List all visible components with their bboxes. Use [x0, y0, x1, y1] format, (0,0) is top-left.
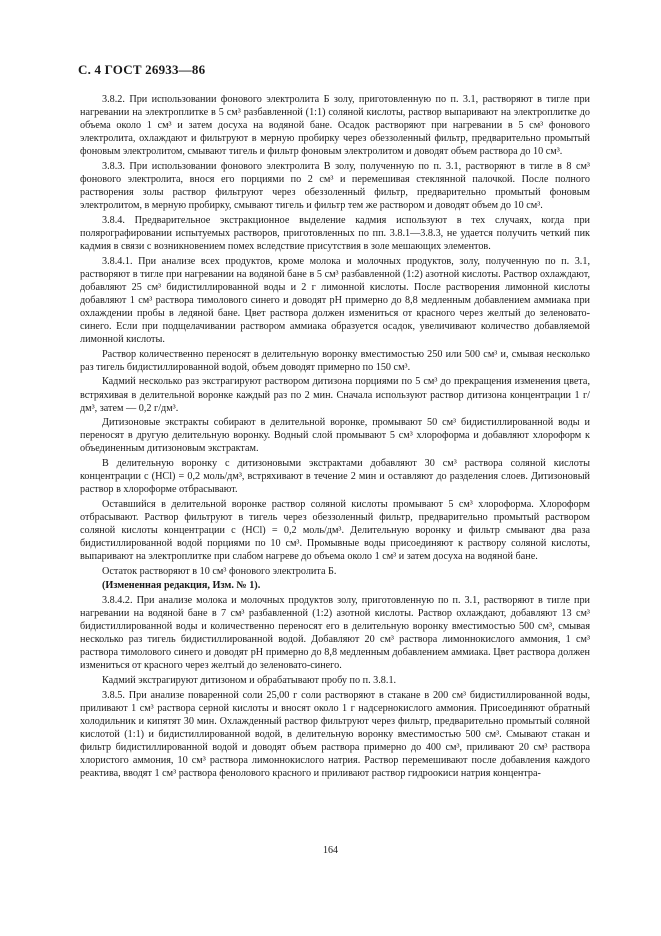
paragraph-transfer: Раствор количественно переносят в делительную воронку вместимостью 250 или 500 см³ и, смывая несколько раз тигель бидистиллированной водой, объем доводят примерно по 150 см³.	[80, 348, 590, 373]
paragraph-extraction: Кадмий несколько раз экстрагируют раствором дитизона порциями по 5 см³ до прекращения изменения цвета, встряхивая в делительной воронке каждый раз по 2 мин. Сначала используют раствор дитизона концентрации 1 г/дм³, затем — 0,2 г/дм³.	[80, 376, 590, 414]
paragraph-3-8-4-1: 3.8.4.1. При анализе всех продуктов, кроме молока и молочных продуктов, золу, полученную по п. 3.1, растворяют в тигле при нагревании на водяной бане в 5 см³ разбавленной (1:2) азотной кислоты. Раствор охлаждают, добавляют 25 см³ бидистиллированной воды и 2 г лимонной кислоты. После растворения лимонной кислоты добавляют 1 см³ раствора тимолового синего и доводят pH примерно до 8,8 медленным добавлением аммиака при охлаждении пробы в ледяной бане. Цвет раствора должен измениться от красного через желтый до зеленовато-синего. Если при подщелачивании раствором аммиака образуется осадок, увеличивают количество добавляемой лимонной кислоты.	[80, 255, 590, 346]
paragraph-remaining-solution: Оставшийся в делительной воронке раствор соляной кислоты промывают 5 см³ хлороформа. Хлороформ отбрасывают. Раствор фильтруют в тигель через обеззоленный фильтр, предварительно промытый раствором соляной кислоты концентрации c (HCl) = 0,2 моль/дм³. Делительную воронку и фильтр смывают два раза бидистиллированной водой порциями по 10 см³. Промывные воды присоединяют к раствору соляной кислоты, выпаривают на электроплитке при слабом нагреве до объема около 1 см³ и затем досуха на водяной бане.	[80, 498, 590, 563]
page-number: 164	[323, 845, 338, 856]
revision-note: (Измененная редакция, Изм. № 1).	[102, 580, 261, 592]
paragraph-3-8-4-2: 3.8.4.2. При анализе молока и молочных продуктов золу, приготовленную по п. 3.1, растворяют в тигле при нагревании на водяной бане в 7 см³ разбавленной (1:2) азотной кислоты. Раствор охлаждают, добавляют 13 см³ бидистиллированной воды и количественно переносят его в делительную воронку вместимостью 500 см³, смывая несколько раз тигель бидистиллированной водой. Добавляют 20 см³ раствора лимоннокислого аммония, 1 см³ раствора тимолового синего и доводят pH примерно до 8,8 медленным добавлением аммиака. Цвет раствора должен измениться от красного через желтый до зеленовато-синего.	[80, 594, 590, 672]
paragraph-3-8-3: 3.8.3. При использовании фонового электролита В золу, полученную по п. 3.1, растворяют в тигле в 8 см³ фонового электролита, внося его порциями по 2 см³ и перемешивая стеклянной палочкой. После полного растворения золы раствор фильтруют через обеззоленный фильтр, предварительно промытый фоновым электролитом, в мерную пробирку, смывают тигель и фильтр тем же раствором и доводят объем до 10 см³.	[80, 160, 590, 212]
paragraph-3-8-5: 3.8.5. При анализе поваренной соли 25,00 г соли растворяют в стакане в 200 см³ бидистиллированной воды, приливают 1 см³ раствора серной кислоты и вносят около 1 г надсернокислого аммония. Присоединяют обратный холодильник и кипятят 30 мин. Охлажденный раствор фильтруют через фильтр, предварительно промытый соляной кислотой (1:1) и бидистиллированной водой, в делительную воронку вместимостью 500 см³. Смывают стакан и фильтр бидистиллированной водой и доводят объем раствора примерно до 400 см³, приливают 20 см³ раствора хлористого аммония, 10 см³ раствора лимоннокислого натрия. Раствор перемешивают после добавления каждого реактива, вводят 1 см³ раствора фенолового красного и приливают раствор гидроокиси натрия концентра-	[80, 689, 590, 780]
paragraph-3-8-4: 3.8.4. Предварительное экстракционное выделение кадмия используют в тех случаях, когда при полярографировании испытуемых растворов, приготовленных по пп. 3.8.1—3.8.3, не удается получить четкий пик кадмия в связи с возникновением помех вследствие присутствия в золе мешающих элементов.	[80, 214, 590, 253]
document-body	[80, 93, 590, 782]
paragraph-3-8-2: 3.8.2. При использовании фонового электролита Б золу, приготовленную по п. 3.1, растворяют в тигле при нагревании на электроплитке в 5 см³ разбавленной (1:1) соляной кислоты, раствор выпаривают на электроплитке до объема около 1 см³ и затем досуха на водяной бане. Осадок растворяют при нагревании в 5 см³ фонового электролита, охлаждают и фильтруют в мерную пробирку через обеззоленный фильтр, предварительно промытый фоновым электролитом, смывают тигель и фильтр фоновым электролитом и доводят объем раствора до 10 см³.	[80, 94, 590, 158]
paragraph-cadmium-extraction: Кадмий экстрагируют дитизоном и обрабатывают пробу по п. 3.8.1.	[102, 675, 397, 687]
page-header: С. 4 ГОСТ 26933—86	[78, 62, 206, 77]
paragraph-residue: Остаток растворяют в 10 см³ фонового электролита Б.	[102, 565, 337, 577]
paragraph-dithizone-extracts: Дитизоновые экстракты собирают в делительной воронке, промывают 50 см³ бидистиллированной воды и переносят в другую делительную воронку. Водный слой промывают 5 см³ хлороформа и добавляют хлороформ к объединенным дитизоновым экстрактам.	[80, 417, 590, 455]
paragraph-hcl-addition: В делительную воронку с дитизоновыми экстрактами добавляют 30 см³ раствора соляной кислоты концентрации c (HCl) = 0,2 моль/дм³, встряхивают в течение 2 мин и оставляют до разделения слоев. Дитизоновый раствор в хлороформе отбрасывают.	[80, 458, 590, 496]
